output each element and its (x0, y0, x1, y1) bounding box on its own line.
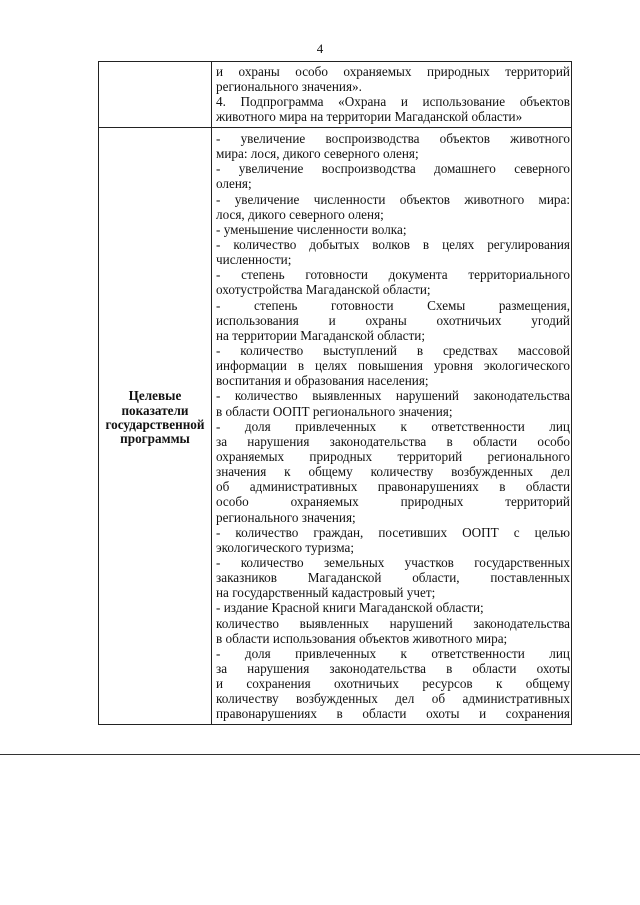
text-line: - доля привлеченных к ответственности лиц (216, 645, 570, 661)
content-cell (216, 131, 570, 721)
text-line: заказников Магаданской области, поставленных (216, 570, 570, 586)
column-divider (211, 62, 212, 127)
row-label-line: Целевые (128, 388, 182, 404)
text-line: - степень готовности Схемы размещения, (216, 297, 570, 313)
passport-table (98, 61, 572, 725)
text-line: лося, дикого северного оленя; (216, 206, 384, 222)
text-line: - доля привлеченных к ответственности лиц (216, 418, 570, 434)
text-line: животного мира на территории Магаданской области» (216, 109, 523, 125)
text-line: - количество земельных участков государственных (216, 554, 570, 570)
row-label-line: программы (120, 431, 190, 447)
text-line: 4. Подпрограмма «Охрана и использование объектов (216, 94, 570, 110)
text-line: - издание Красной книги Магаданской области; (216, 600, 484, 616)
text-line: экологического туризма; (216, 539, 355, 555)
text-line: на территории Магаданской области; (216, 327, 426, 343)
page-bottom-rule (0, 754, 640, 755)
text-line: информации в целях повышения уровня экологического (216, 358, 570, 374)
row-label-line: показатели (121, 402, 189, 418)
label-cell (99, 128, 211, 724)
text-line: охраняемых природных территорий регионального (216, 448, 570, 464)
column-divider (211, 128, 212, 724)
text-line: - уменьшение численности волка; (216, 221, 407, 237)
text-line: регионального значения». (216, 79, 362, 95)
text-line: в области использования объектов животного мира; (216, 630, 508, 646)
table-row-target-indicators (99, 128, 571, 724)
content-cell (216, 64, 570, 125)
label-cell-empty (99, 62, 211, 127)
text-line: и сохранения охотничьих ресурсов к общему (216, 676, 570, 692)
text-line: - степень готовности документа территориального (216, 267, 570, 283)
page-number: 4 (316, 41, 324, 56)
text-line: - количество добытых волков в целях регулирования (216, 236, 570, 252)
table-row-continuation (99, 62, 571, 128)
text-line: - увеличение воспроизводства объектов животного (216, 131, 570, 146)
text-line: - увеличение воспроизводства домашнего северного (216, 161, 570, 177)
text-line: за нарушения законодательства в области охоты (216, 660, 570, 676)
text-line: правонарушениях в области охоты и сохранения (216, 706, 570, 722)
text-line: воспитания и образования населения; (216, 373, 429, 389)
text-line: в области ООПТ регионального значения; (216, 403, 453, 419)
text-line: мира: лося, дикого северного оленя; (216, 146, 419, 162)
row-label-line: государственной (105, 417, 205, 432)
text-line: количеству возбужденных дел об административных (216, 691, 570, 707)
text-line: - увеличение численности объектов животного мира: (216, 191, 570, 207)
text-line: значения к общему количеству возбужденных дел (216, 464, 570, 480)
text-line: особо охраняемых природных территорий (216, 494, 570, 510)
text-line: и охраны особо охраняемых природных территорий (216, 64, 570, 79)
text-line: за нарушения законодательства в области особо (216, 433, 570, 449)
text-line: - количество выявленных нарушений законодательства (216, 388, 570, 404)
text-line: использования и охраны охотничьих угодий (216, 312, 570, 328)
text-line: оленя; (216, 176, 252, 192)
text-line: регионального значения; (216, 509, 356, 525)
row-label (106, 389, 205, 447)
text-line: численности; (216, 252, 292, 268)
text-line: на государственный кадастровый учет; (216, 585, 436, 601)
text-line: охотустройства Магаданской области; (216, 282, 431, 298)
text-line: об административных правонарушениях в области (216, 479, 570, 495)
text-line: количество выявленных нарушений законодательства (216, 615, 570, 631)
text-line: - количество выступлений в средствах массовой (216, 342, 570, 358)
text-line: - количество граждан, посетивших ООПТ с целью (216, 524, 570, 540)
